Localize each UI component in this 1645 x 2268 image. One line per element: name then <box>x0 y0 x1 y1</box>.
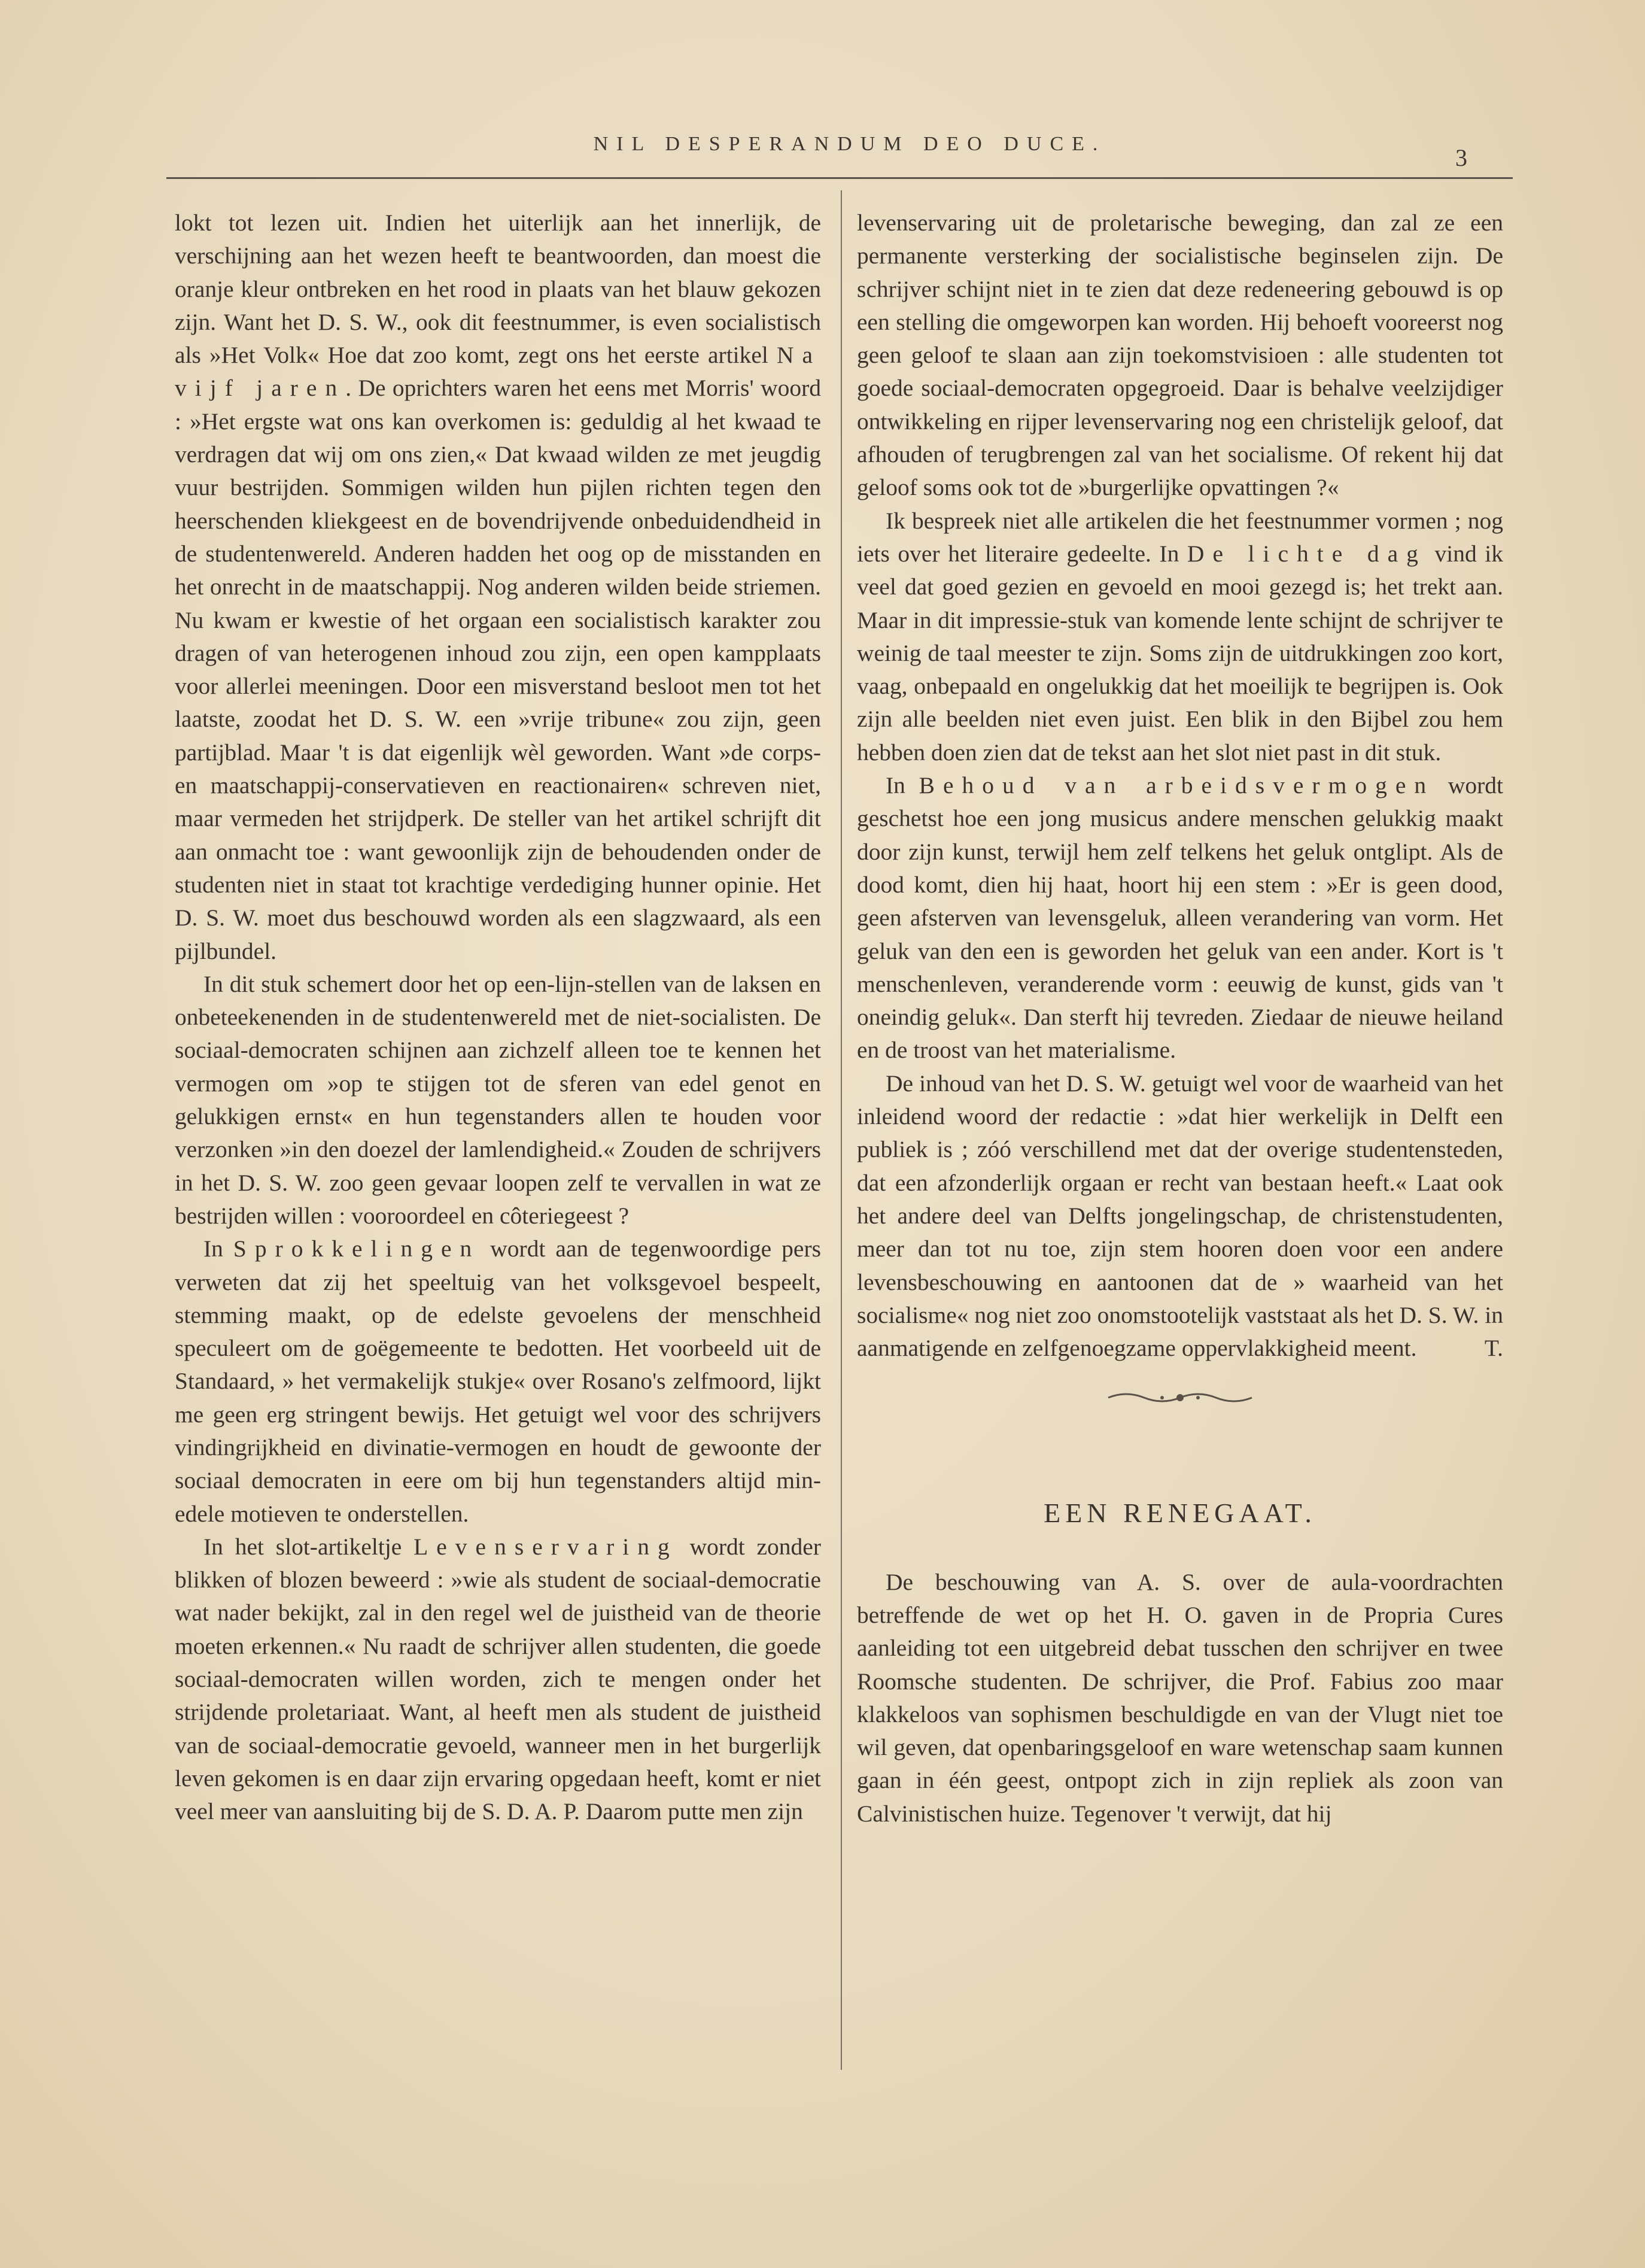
paragraph <box>175 1232 821 1531</box>
column-divider <box>841 190 842 2070</box>
paragraph <box>857 207 1503 505</box>
spaced-title: Behoud van arbeidsvermogen <box>919 772 1435 799</box>
page-number: 3 <box>1455 144 1467 171</box>
spaced-title: Sprokkelingen <box>233 1235 481 1262</box>
text-run: De beschouwing van A. S. over de aula-voordrachten betreffende de wet op het H. O. gaven in de Propria Cures aanleiding tot een uitgebreid debat tusschen den schrijver en twee Roomsche studenten. De schrijver, die Prof. Fabius zoo maar klakkeloos van sophismen beschuldigde en van der Vlugt niet toe wil geven, dat openbaringsgeloof en ware wetenschap saam kunnen gaan in één geest, ontpopt zich in zijn repliek als zoon van Calvinistischen huize. Tegenover 't verwijt, dat hij <box>857 1568 1503 1827</box>
text-run: lokt tot lezen uit. Indien het uiterlijk aan het innerlijk, de verschijning aan het wezen heeft te beantwoorden, dan moest die oranje kleur ontbreken en het rood in plaats van het blauw gekozen zijn. Want het D. S. W., ook dit feestnummer, is even socialistisch als »Het Volk« Hoe dat zoo komt, zegt ons het eerste artikel <box>175 210 821 369</box>
text-run: wordt zonder blikken of blozen beweerd : »wie als student de sociaal-democratie wat nader bekijkt, zal in den regel wel de juistheid van de theorie moeten erkennen.« Nu raadt de schrijver allen studenten, die goede sociaal-democraten willen worden, zich te mengen onder het strijdende proletariaat. Want, al heeft men als student de juistheid van de sociaal-democratie gevoeld, wanneer men in het burgerlijk leven gekomen is en daar zijn ervaring opgedaan heeft, komt er niet veel meer van aansluiting bij de S. D. A. P. Daarom putte men zijn <box>175 1533 821 1825</box>
ornament-divider <box>857 1365 1503 1431</box>
spaced-title: Na vijf jaren <box>175 342 821 402</box>
paragraph <box>857 1067 1503 1365</box>
signature: T. <box>1484 1335 1503 1362</box>
text-run: In het slot-artikeltje <box>203 1533 414 1560</box>
left-column <box>175 207 821 1829</box>
right-column <box>857 207 1503 1830</box>
spaced-title: Levenservaring <box>413 1533 678 1560</box>
paragraph <box>857 769 1503 1067</box>
text-run: De inhoud van het D. S. W. getuigt wel voor de waarheid van het inleidend woord der redactie : »dat hier werkelijk in Delft een publiek is ; zóó verschillend met dat der overige studentensteden, dat een afzonderlijk orgaan er recht van bestaan heeft.« Laat ook het andere deel van Delfts jongelingschap, de christenstudenten, meer dan tot nu toe, zijn stem hooren doen voor een andere levensbeschouwing en aantoonen dat de » waarheid van het socialisme« nog niet zoo onomstootelijk vaststaat als het D. S. W. in aanmatigende en zelfgenoegzame oppervlakkigheid meent. <box>857 1070 1503 1362</box>
text-run: levenservaring uit de proletarische beweging, dan zal ze een permanente versterking der socialistische beginselen zijn. De schrijver schijnt niet in te zien dat deze redeneering gebouwd is op een stelling die omgeworpen kan worden. Hij behoeft vooreerst nog geen geloof te slaan aan zijn toekomstvisioen : alle studenten tot goede sociaal-democraten opgegroeid. Daar is behalve veelzijdiger ontwikkeling en rijper levenservaring nog een christelijk geloof, dat afhouden of terugbrengen zal van het socialisme. Of rekent hij dat geloof soms ook tot de »burgerlijke opvattingen ?« <box>857 210 1503 501</box>
paragraph <box>175 207 821 968</box>
text-run: In dit stuk schemert door het op een-lijn-stellen van de laksen en onbeteekenenden in de studentenwereld met de niet-socialisten. De sociaal-democraten schijnen aan zichzelf alleen toe te kennen het vermogen om »op te stijgen tot de sferen van edel genot en gelukkigen ernst« en hun tegenstanders allen te houden voor verzonken »in den doezel der lamlendigheid.« Zouden de schrijvers in het D. S. W. zoo geen gevaar loopen zelf te vervallen in wat ze bestrijden willen : vooroordeel en côteriegeest ? <box>175 970 821 1229</box>
text-run: In <box>203 1235 233 1262</box>
paragraph <box>175 1531 821 1829</box>
text-run: wordt aan de tegenwoordige pers verweten dat zij het speeltuig van het volksgevoel bespeelt, stemming maakt, op de edelste gevoelens der menschheid speculeert om de goëgemeente te bedotten. Het voorbeeld uit de Standaard, » het vermakelijk stukje« over Rosano's zelfmoord, lijkt me geen erg stringent bewijs. Het getuigt wel voor des schrijvers vindingrijkheid en divinatie-vermogen en houdt de gewoonte der sociaal democraten in eere om bij hun tegenstanders altijd min-edele motieven te onderstellen. <box>175 1235 821 1527</box>
paragraph <box>175 968 821 1232</box>
text-run: vind ik veel dat goed gezien en gevoeld en mooi gezegd is; het trekt aan. Maar in dit impressie-stuk van komende lente schijnt de schrijver te weinig de taal meester te zijn. Soms zijn de uitdrukkingen zoo kort, vaag, onbepaald en ongelukkig dat het moeilijk te begrijpen is. Ook zijn alle beelden niet even juist. Een blik in den Bijbel zou hem hebben doen zien dat de tekst aan het slot niet past in dit stuk. <box>857 540 1504 766</box>
paragraph <box>857 1566 1503 1830</box>
running-title: NIL DESPERANDUM DEO DUCE. <box>593 133 1106 155</box>
text-run: In <box>886 772 919 799</box>
paragraph <box>857 505 1503 769</box>
text-run: wordt geschetst hoe een jong musicus andere menschen gelukkig maakt door zijn kunst, terwijl hem zelf telkens het geluk ontglipt. Als de dood komt, dien hij haat, hoort hij een stem : »Er is geen dood, geen afsterven van levensgeluk, alleen verandering van vorm. Het geluk van den een is geworden het geluk van een ander. Kort is 't menschenleven, veranderende vorm : eeuwig de kunst, gids van 't oneindig geluk«. Dan sterft hij tevreden. Ziedaar de nieuwe heiland en de troost van het materialisme. <box>857 772 1504 1064</box>
article-title: EEN RENEGAAT. <box>1044 1498 1316 1529</box>
text-run: . De oprichters waren het eens met Morris' woord : »Het ergste wat ons kan overkomen is: geduldig al het kwaad te verdragen dat wij om ons zien,« Dat kwaad wilden ze met jeugdig vuur bestrijden. Sommigen wilden hun pijlen richten tegen den heerschenden kliekgeest en de bovendrijvende onbeduidendheid in de studentenwereld. Anderen hadden het oog op de misstanden en het onrecht in de maatschappij. Nog anderen wilden beide striemen. Nu kwam er kwestie of het orgaan een socialistisch karakter zou dragen of van heterogenen inhoud zou zijn, een open kampplaats voor allerlei meeningen. Door een misverstand besloot men tot het laatste, zoodat het D. S. W. een »vrije tribune« zou zijn, geen partijblad. Maar 't is dat eigenlijk wèl geworden. Want »de corps- en maatschappij-conservatieven en reactionairen« schreven niet, maar vermeden het strijdperk. De steller van het artikel schrijft dit aan onmacht toe : want gewoonlijk zijn de behoudenden onder de studenten niet in staat tot krachtige verdediging hunner opinie. Het D. S. W. moet dus beschouwd worden als een slagzwaard, als een pijlbundel. <box>175 375 821 964</box>
text-run: Ik bespreek niet alle artikelen die het feestnummer vormen ; nog iets over het literaire gedeelte. In <box>857 507 1503 567</box>
spaced-title: De lichte dag <box>1187 540 1427 567</box>
header-rule <box>166 177 1513 179</box>
